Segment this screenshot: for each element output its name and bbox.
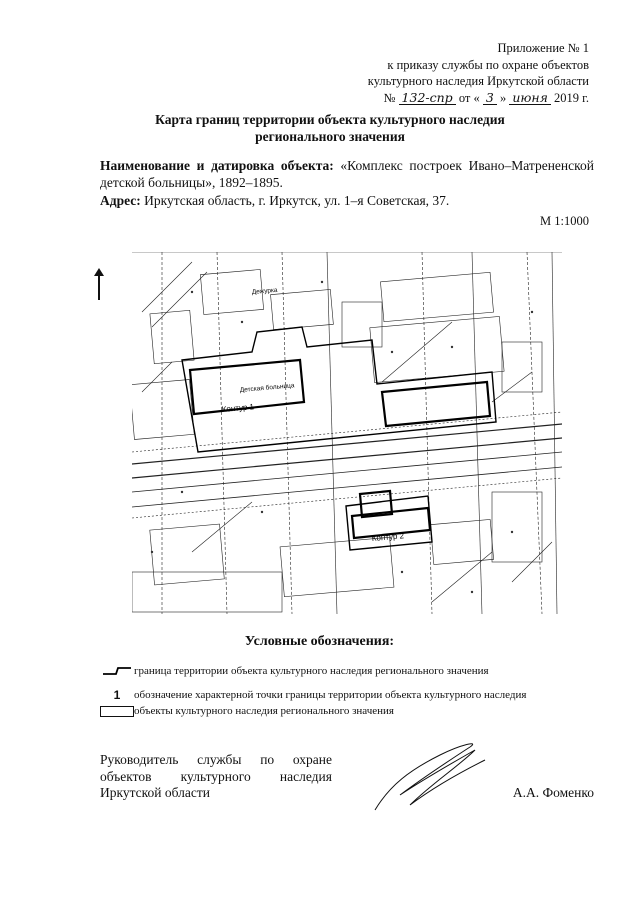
map-scale: М 1:1000 (540, 214, 589, 228)
boundary-line-icon (102, 666, 132, 676)
object-outline-icon (100, 706, 134, 717)
address-label: Адрес: (100, 193, 141, 208)
order-date-year: 2019 г. (554, 90, 589, 105)
signer-role-line-3: Иркутской области (100, 785, 211, 800)
signer-name: А.А. Фоменко (512, 785, 594, 800)
address-value: Иркутская область, г. Иркутск, ул. 1–я Советская, 37. (144, 193, 450, 208)
map-label-contour-2: Контур 2 (371, 531, 405, 543)
object-name-value: «Комплекс построек Ивано–Матрененской детской больницы», 1892–1895. (100, 158, 594, 190)
legend-item-point-text: обозначение характерной точки границы территории объекта культурного наследия (134, 689, 527, 701)
appendix-order-line (269, 90, 589, 107)
order-date-day: 3 (483, 91, 497, 105)
legend-item-boundary (100, 664, 489, 678)
order-number-prefix: № (383, 90, 396, 105)
north-arrow-icon (93, 268, 105, 300)
appendix-line-2: к приказу службы по охране объектов (387, 57, 589, 72)
appendix-line-1: Приложение № 1 (497, 41, 589, 55)
map-label-contour-1: Контур 1 (221, 402, 255, 414)
signer-role (100, 752, 332, 802)
signer-role-line-1: Руководитель службы по охране (100, 752, 332, 767)
appendix-line-3: культурного наследия Иркутской области (367, 74, 589, 88)
object-name-label: Наименование и датировка объекта: (100, 158, 334, 173)
appendix-header (269, 40, 589, 106)
map-label-wing: Дежурка (251, 286, 278, 296)
boundary-map (132, 252, 562, 614)
order-date-month: июня (509, 91, 551, 105)
legend-title: Условные обозначения: (244, 634, 395, 649)
legend-item-object-text: объекты культурного наследия регионального значения (134, 705, 394, 717)
map-label-building: Детская больница (239, 382, 295, 394)
object-name (100, 157, 594, 191)
order-date-prefix: от « (458, 90, 480, 105)
handwritten-signature (370, 735, 490, 815)
object-address (100, 192, 594, 209)
document-title (100, 111, 560, 145)
legend-item-object (100, 704, 394, 718)
order-number-value: 132-спр (399, 91, 456, 105)
legend-item-boundary-text: граница территории объекта культурного наследия регионального значения (134, 665, 489, 677)
order-date-mid: » (499, 90, 507, 105)
legend-item-point (100, 688, 526, 702)
title-line-1: Карта границ территории объекта культурного наследия (155, 112, 505, 127)
title-line-2: регионального значения (255, 129, 405, 144)
signer-role-line-2: объектов культурного наследия (100, 768, 332, 784)
legend-point-symbol: 1 (113, 688, 121, 702)
